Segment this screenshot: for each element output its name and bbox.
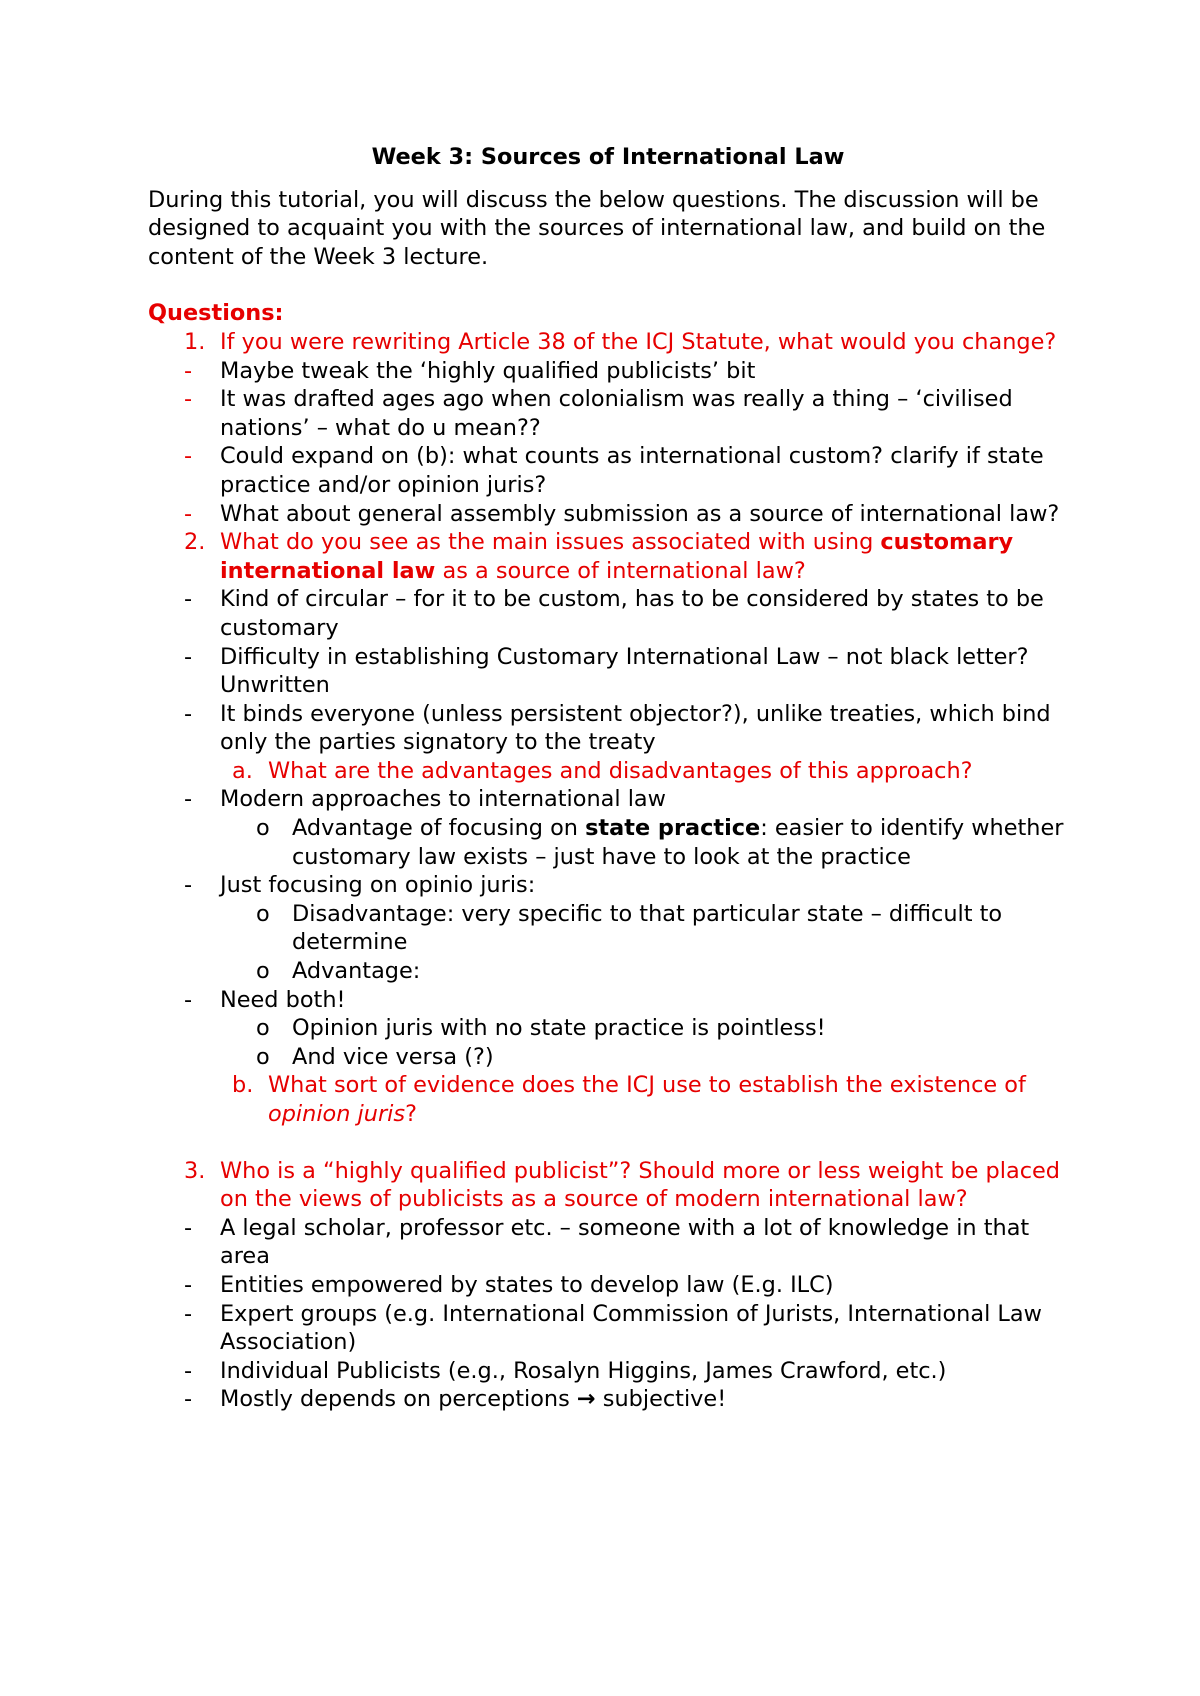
- intro-paragraph: During this tutorial, you will discuss the below questions. The discussion will be designed to acquaint you with the sources of international law, and build on the content of the Week 3 lecture.: [148, 186, 1046, 270]
- answer-item: - Just focusing on opinio juris:: [184, 872, 536, 899]
- italic-term: opinion juris: [268, 1101, 406, 1127]
- dash-bullet: -: [184, 1386, 193, 1413]
- dash-bullet: -: [184, 1300, 193, 1327]
- dash-bullet: -: [184, 586, 193, 613]
- dash-bullet: -: [184, 643, 193, 670]
- dash-bullet: -: [184, 500, 193, 527]
- question-number: 3.: [184, 1157, 206, 1184]
- circle-bullet: o: [256, 1015, 270, 1042]
- sub-question-b: b. What sort of evidence does the ICJ use to establish the existence of opinion juris?: [232, 1072, 1026, 1127]
- question-number: 1.: [184, 328, 206, 355]
- sub-answer-item: o Opinion juris with no state practice is pointless!: [256, 1015, 826, 1042]
- sub-answer-item: o Advantage of focusing on state practice: easier to identify whether customary law exists – just have to look at the practice: [256, 815, 1064, 870]
- bold-term: state practice: [585, 815, 761, 842]
- dash-bullet: -: [184, 1357, 193, 1384]
- sub-answer-item: o Advantage:: [256, 958, 421, 985]
- question-1: [148, 328, 1068, 357]
- dash-bullet: -: [184, 986, 193, 1013]
- answer-item: - Individual Publicists (e.g., Rosalyn Higgins, James Crawford, etc.): [184, 1357, 947, 1384]
- document-title: Week 3: Sources of International Law: [371, 144, 845, 170]
- circle-bullet: o: [256, 900, 270, 927]
- dash-bullet: -: [184, 786, 193, 813]
- document-body: [148, 143, 1068, 1414]
- dash-bullet: -: [184, 1271, 193, 1298]
- sub-letter: a.: [232, 757, 253, 784]
- sub-question-a: a. What are the advantages and disadvantages of this approach?: [232, 757, 973, 784]
- answer-item: - Could expand on (b): what counts as international custom? clarify if state practice and/or opinion juris?: [184, 443, 1044, 498]
- sub-letter: b.: [232, 1072, 254, 1099]
- answer-item: - Need both!: [184, 986, 346, 1013]
- circle-bullet: o: [256, 958, 270, 985]
- answer-item: - It was drafted ages ago when colonialism was really a thing – ‘civilised nations’ – what do u mean??: [184, 386, 1013, 441]
- answer-item: - Kind of circular – for it to be custom, has to be considered by states to be customary: [184, 586, 1044, 641]
- answer-item: - What about general assembly submission as a source of international law?: [184, 500, 1060, 527]
- answer-item: - Expert groups (e.g. International Commission of Jurists, International Law Association): [184, 1300, 1042, 1356]
- circle-bullet: o: [256, 815, 270, 842]
- question-3: [148, 1157, 1068, 1214]
- sub-answer-item: o Disadvantage: very specific to that particular state – difficult to determine: [256, 900, 1003, 956]
- question-2: 2. What do you see as the main issues associated with using customary international law as a source of international law?: [184, 529, 1014, 584]
- dash-bullet: -: [184, 700, 193, 727]
- spacer: [148, 271, 1068, 299]
- dash-bullet: -: [184, 386, 193, 413]
- answer-item: - It binds everyone (unless persistent objector?), unlike treaties, which bind only the parties signatory to the treaty: [184, 700, 1051, 756]
- questions-heading: Questions:: [148, 300, 284, 327]
- answer-item: - Mostly depends on perceptions → subjective!: [184, 1386, 727, 1413]
- answer-item: - Maybe tweak the ‘highly qualified publicists’ bit: [184, 357, 756, 384]
- answer-item: - Entities empowered by states to develop law (E.g. ILC): [184, 1271, 834, 1298]
- dash-bullet: -: [184, 1214, 193, 1241]
- question-number: 2.: [184, 529, 206, 556]
- answer-item: - A legal scholar, professor etc. – someone with a lot of knowledge in that area: [184, 1214, 1030, 1270]
- circle-bullet: o: [256, 1043, 270, 1070]
- bold-term: customary international law: [220, 529, 1014, 584]
- arrow-icon: →: [576, 1386, 596, 1413]
- dash-bullet: -: [184, 872, 193, 899]
- answer-item: - Modern approaches to international law: [184, 786, 666, 813]
- question-text: If you were rewriting Article 38 of the ICJ Statute, what would you change?: [220, 328, 1057, 355]
- spacer: [148, 1129, 1068, 1157]
- answer-item: - Difficulty in establishing Customary International Law – not black letter? Unwritten: [184, 643, 1029, 699]
- sub-answer-item: o And vice versa (?): [256, 1043, 494, 1070]
- question-text: Who is a “highly qualified publicist”? Should more or less weight be placed on the views of publicists as a source of modern international law?: [220, 1157, 1060, 1213]
- dash-bullet: -: [184, 443, 193, 470]
- dash-bullet: -: [184, 357, 193, 384]
